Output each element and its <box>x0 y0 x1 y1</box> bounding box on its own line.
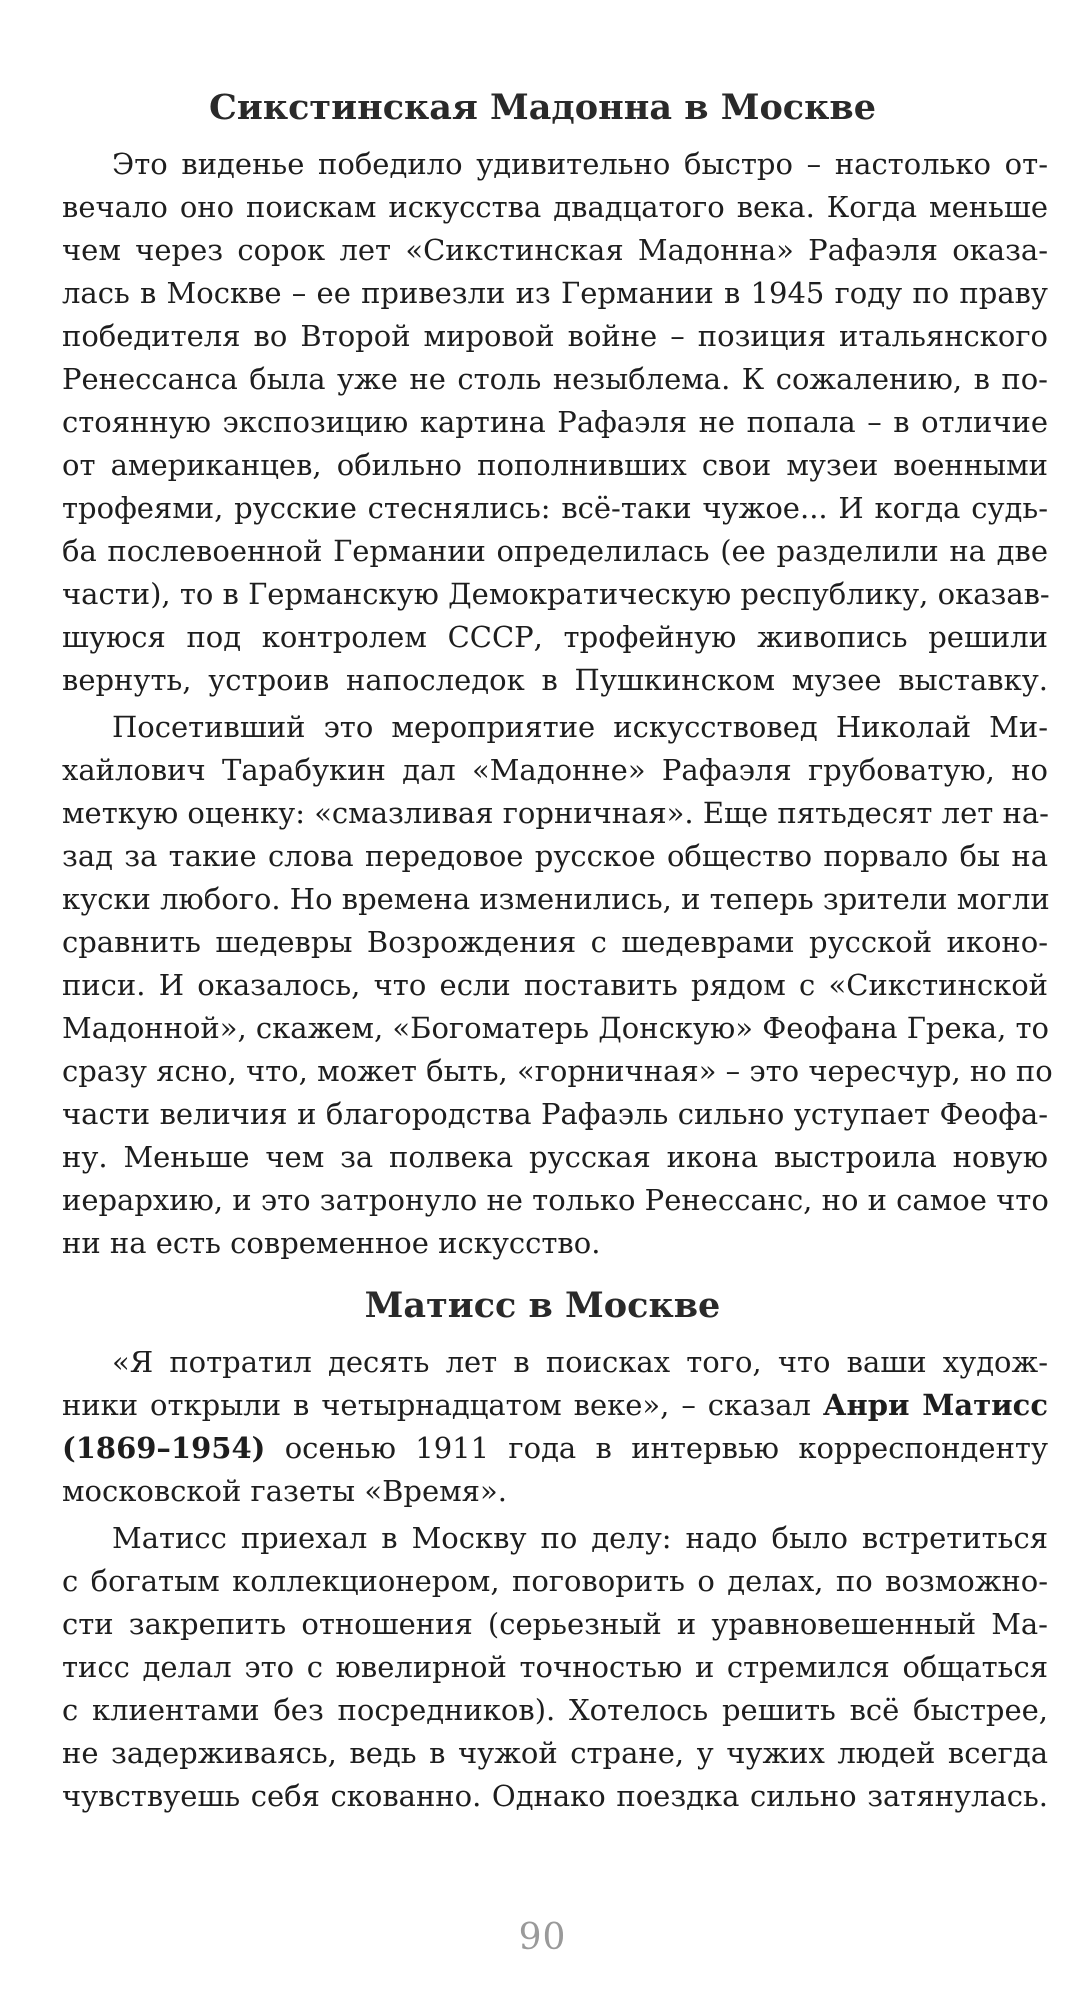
paragraph-line: хайлович Тарабукин дал «Мадонне» Рафаэля грубоватую, но <box>62 753 1048 787</box>
artist-years: (1869–1954) <box>62 1431 266 1465</box>
paragraph-line: меткую оценку: «смазливая горничная». Еще пятьдесят лет на- <box>62 796 1049 830</box>
paragraph-line: иерархию, и это затронуло не только Ренессанс, но и самое что <box>62 1183 1049 1217</box>
paragraph-line: «Я потратил десять лет в поисках того, что ваши худож- <box>112 1345 1048 1379</box>
paragraph-line: Посетивший это мероприятие искусствовед Николай Ми- <box>112 710 1048 744</box>
paragraph-line: трофеями, русские стеснялись: всё-таки чужое... И когда судь- <box>62 491 1048 525</box>
paragraph-line: от американцев, обильно пополнивших свои музеи военными <box>62 448 1048 482</box>
paragraph-line: вечало оно поискам искусства двадцатого века. Когда меньше <box>62 190 1048 224</box>
paragraph-line: не задерживаясь, ведь в чужой стране, у чужих людей всегда <box>62 1736 1048 1770</box>
page-number: 90 <box>518 1917 567 1958</box>
paragraph-line-with-bold <box>62 1383 1048 1427</box>
paragraph-line: чем через сорок лет «Сикстинская Мадонна» Рафаэля оказа- <box>62 233 1048 267</box>
paragraph-line: сравнить шедевры Возрождения с шедеврами русской иконо- <box>62 925 1048 959</box>
paragraph-line: с клиентами без посредников). Хотелось решить всё быстрее, <box>62 1693 1048 1727</box>
paragraph-line: сти закрепить отношения (серьезный и уравновешенный Ма- <box>62 1607 1048 1641</box>
paragraph-line: зад за такие слова передовое русское общество порвало бы на <box>62 839 1048 873</box>
paragraph-line: тисс делал это с ювелирной точностью и стремился общаться <box>62 1650 1048 1684</box>
paragraph-line: Матисс приехал в Москву по делу: надо было встретиться <box>112 1521 1048 1555</box>
paragraph-line: шуюся под контролем СССР, трофейную живопись решили <box>62 620 1048 654</box>
paragraph-line: лась в Москве – ее привезли из Германии в 1945 году по праву <box>62 276 1048 310</box>
paragraph-line: ни на есть современное искусство. <box>62 1226 601 1260</box>
paragraph-line: московской газеты «Время». <box>62 1474 507 1508</box>
paragraph-line: чувствуешь себя скованно. Однако поездка сильно затянулась. <box>62 1779 1048 1813</box>
paragraph-line: с богатым коллекционером, поговорить о делах, по возможно- <box>62 1564 1048 1598</box>
section-heading-sistine-madonna: Сикстинская Мадонна в Москве <box>209 87 876 128</box>
paragraph-text: осенью 1911 года в интервью корреспонденту <box>284 1431 1049 1465</box>
paragraph-line: Мадонной», скажем, «Богоматерь Донскую» Феофана Грека, то <box>62 1011 1050 1045</box>
paragraph-line: ну. Меньше чем за полвека русская икона выстроила новую <box>62 1140 1048 1174</box>
paragraph-line: сразу ясно, что, может быть, «горничная» – это чересчур, но по <box>62 1054 1053 1088</box>
paragraph-line: куски любого. Но времена изменились, и теперь зрители могли <box>62 882 1050 916</box>
section-heading-matisse: Матисс в Москве <box>364 1285 721 1326</box>
artist-name: Анри Матисс <box>822 1388 1048 1422</box>
paragraph-line: Ренессанса была уже не столь незыблема. К сожалению, в по- <box>62 362 1048 396</box>
paragraph-text: ники открыли в четырнадцатом веке», – сказал <box>62 1388 811 1422</box>
paragraph-line: стоянную экспозицию картина Рафаэля не попала – в отличие <box>62 405 1048 439</box>
paragraph-line: части величия и благородства Рафаэль сильно уступает Феофа- <box>62 1097 1048 1131</box>
paragraph-line-with-bold <box>62 1426 1048 1470</box>
paragraph-line: Это виденье победило удивительно быстро – настолько от- <box>112 147 1048 181</box>
paragraph-line: победителя во Второй мировой войне – позиция итальянского <box>62 319 1048 353</box>
paragraph-line: части), то в Германскую Демократическую республику, оказав- <box>62 577 1050 611</box>
paragraph-line: вернуть, устроив напоследок в Пушкинском музее выставку. <box>62 663 1048 697</box>
paragraph-line: ба послевоенной Германии определилась (ее разделили на две <box>62 534 1048 568</box>
paragraph-line: писи. И оказалось, что если поставить рядом с «Сикстинской <box>62 968 1048 1002</box>
